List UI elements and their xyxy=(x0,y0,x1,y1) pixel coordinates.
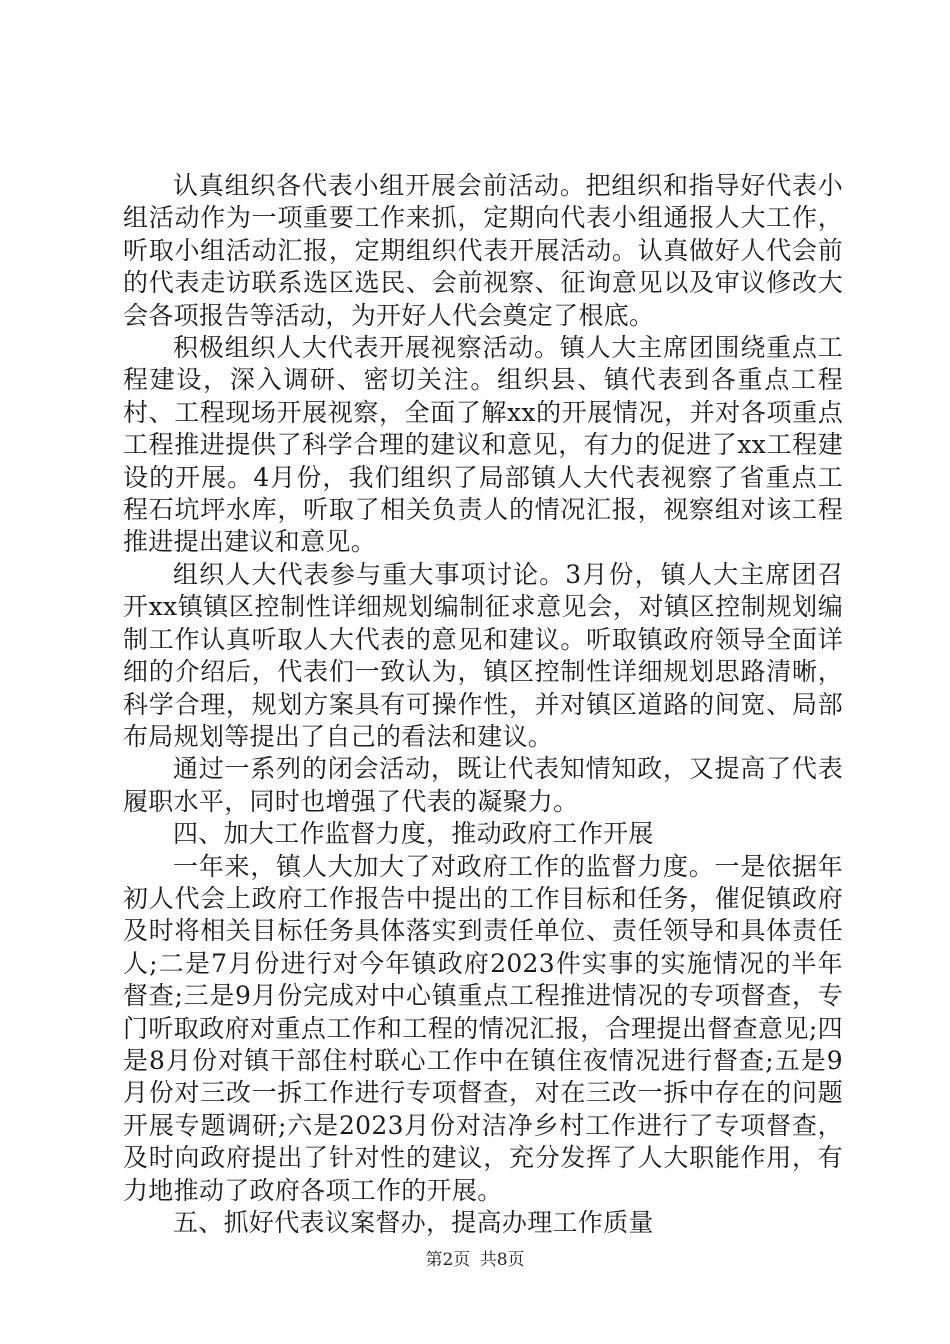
page-number: 第2页 xyxy=(425,1250,471,1270)
paragraph-inspection-activities: 积极组织人大代表开展视察活动。镇人大主席团围绕重点工程建设，深入调研、密切关注。组织县、镇代表到各重点工程村、工程现场开展视察，全面了解xx的开展情况，并对各项重点工程推进提供了科学合理的建议和意见，有力的促进了xx工程建设的开展。4月份，我们组织了局部镇人大代表视察了省重点工程石坑坪水库，听取了相关负责人的情况汇报，视察组对该工程推进提出建议和意见。 xyxy=(123,333,843,557)
section-heading-four: 四、加大工作监督力度，推动政府工作开展 xyxy=(173,819,654,849)
paragraph-representative-groups: 认真组织各代表小组开展会前活动。把组织和指导好代表小组活动作为一项重要工作来抓，定期向代表小组通报人大工作，听取小组活动汇报，定期组织代表开展活动。认真做好人代会前的代表走访联系选区选民、会前视察、征询意见以及审议修改大会各项报告等活动，为开好人代会奠定了根底。 xyxy=(123,171,843,330)
document-body xyxy=(123,170,843,1239)
paragraph-supervision: 一年来，镇人大加大了对政府工作的监督力度。一是依据年初人代会上政府工作报告中提出的工作目标和任务，催促镇政府及时将相关目标任务具体落实到责任单位、责任领导和具体责任人;二是7月份进行对今年镇政府2023件实事的实施情况的半年督查;三是9月份完成对中心镇重点工程推进情况的专项督查，专门听取政府对重点工作和工程的情况汇报，合理提出督查意见;四是8月份对镇干部住村联心工作中在镇住夜情况进行督查;五是9月份对三改一拆工作进行专项督查，对在三改一拆中存在的问题开展专题调研;六是2023月份对洁净乡村工作进行了专项督查，及时向政府提出了针对性的建议，充分发挥了人大职能作用，有力地推动了政府各项工作的开展。 xyxy=(123,851,843,1205)
paragraph-closing-activities: 通过一系列的闭会活动，既让代表知情知政，又提高了代表履职水平，同时也增强了代表的凝聚力。 xyxy=(123,754,843,816)
section-heading-five: 五、抓好代表议案督办，提高办理工作质量 xyxy=(173,1208,654,1237)
paragraph-major-matters-discussion: 组织人大代表参与重大事项讨论。3月份，镇人大主席团召开xx镇镇区控制性详细规划编制征求意见会，对镇区控制规划编制工作认真听取人大代表的意见和建议。听取镇政府领导全面详细的介绍后，代表们一致认为，镇区控制性详细规划思路清晰，科学合理，规划方案具有可操作性，并对镇区道路的间宽、局部布局规划等提出了自己的看法和建议。 xyxy=(123,559,843,751)
page-total: 共8页 xyxy=(479,1250,525,1270)
page-footer xyxy=(0,1248,950,1272)
